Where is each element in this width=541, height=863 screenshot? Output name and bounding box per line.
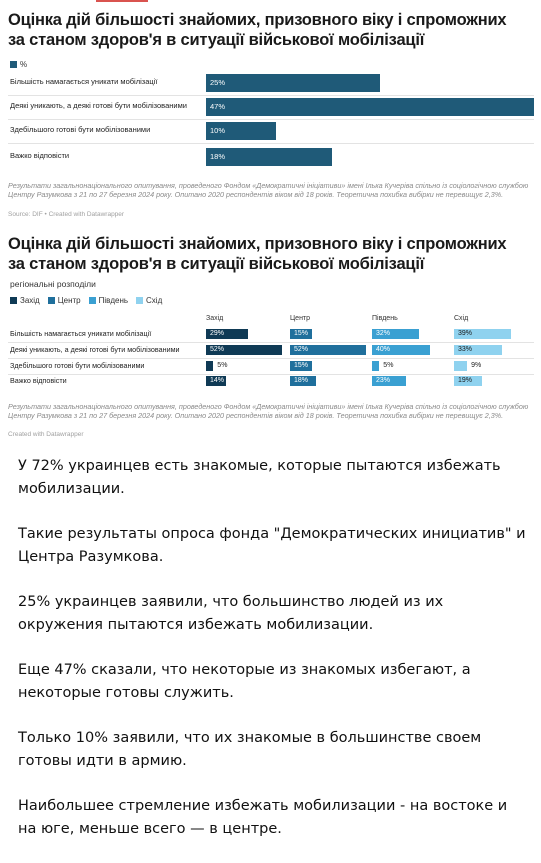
legend-item (10, 296, 40, 305)
bar-value-label: 33% (458, 346, 473, 353)
chart-row-label: Важко відповісти (10, 376, 67, 385)
chart-row (8, 375, 534, 387)
bar-value-label: 18% (294, 377, 309, 384)
legend-label: Схід (146, 296, 163, 305)
legend-item (89, 296, 128, 305)
bar-value-label: 52% (294, 346, 309, 353)
legend-label: Південь (98, 296, 129, 305)
bar-value-label: 5% (383, 362, 394, 369)
message-text (18, 455, 528, 863)
chart-row (8, 74, 534, 92)
bar-value-label: 47% (210, 102, 226, 111)
chart-row-label: Здебільшого готові бути мобілізованими (10, 125, 151, 134)
chart-row-label: Більшість намагається уникати мобілізації (10, 329, 152, 338)
bar-value-label: 15% (294, 362, 309, 369)
chart-row-label: Більшість намагається уникати мобілізації (10, 77, 158, 86)
chart-row-label: Здебільшого готові бути мобілізованими (10, 361, 145, 370)
bar-cell (454, 328, 530, 340)
bar-cell (206, 375, 282, 387)
chart-row (8, 344, 534, 356)
bar-cell (454, 375, 530, 387)
legend-swatch (10, 297, 17, 304)
top-accent-line (96, 0, 148, 2)
message-paragraph: 25% украинцев заявили, что большинство людей из их окружения пытаются избежать мобилизации. (18, 594, 444, 633)
bar-cell (290, 344, 366, 356)
legend-item (48, 296, 81, 305)
bar-cell (290, 375, 366, 387)
row-divider (8, 143, 534, 144)
legend-swatch (10, 61, 17, 68)
bar (206, 122, 276, 140)
message-paragraph: У 72% украинцев есть знакомые, которые пытаются избежать мобилизации. (18, 458, 501, 497)
bar-cell (206, 328, 282, 340)
bar-value-label: 19% (458, 377, 473, 384)
bar-cell (454, 360, 530, 372)
message-paragraph: Только 10% заявили, что их знакомые в большинстве своем готовы идти в армию. (18, 730, 482, 769)
bar-cell (372, 344, 448, 356)
bar-value-label: 52% (210, 346, 225, 353)
chart-row (8, 122, 534, 140)
bar-value-label: 15% (294, 330, 309, 337)
bar-cell (372, 328, 448, 340)
chart-row (8, 328, 534, 340)
bar-value-label: 10% (210, 126, 226, 135)
chart-regional-title: Оцінка дій більшості знайомих, призовного віку і спроможних за станом здоров'я в ситуації військової мобілізації (8, 235, 507, 273)
chart-regional-note: Результати загальнонаціонального опитування, проведеного Фондом «Демократичні ініціативи» імені Ілька Кучеріва спільно із соціологічною службою Центру Разумкова з 21 по 27 березня 2024 року. Опитано 2020 респондентів віком від 18 років. Теоретична похибка вибірки не перевищує 2,3%. (8, 402, 529, 420)
bar-value-label: 9% (471, 362, 482, 369)
bar-cell (290, 360, 366, 372)
chart-row (8, 360, 534, 372)
chart-overall-title: Оцінка дій більшості знайомих, призовного віку і спроможних за станом здоров'я в ситуації військової мобілізації (8, 11, 507, 49)
bar-cell (372, 360, 448, 372)
bar-track (206, 148, 534, 166)
message-paragraph: Еще 47% сказали, что некоторые из знакомых избегают, а некоторые готовы служить. (18, 662, 471, 701)
bar-value-label: 40% (376, 346, 391, 353)
bar (206, 98, 534, 116)
chart-regional[interactable] (8, 232, 534, 444)
bar-cell (372, 375, 448, 387)
bar-cell (454, 344, 530, 356)
bar-cell (206, 360, 282, 372)
bar (206, 361, 213, 371)
chart-overall[interactable] (8, 6, 534, 220)
column-header: Схід (454, 315, 469, 322)
chart-row-label: Деякі уникають, а деякі готові бути мобілізованими (10, 345, 180, 354)
chart-regional-legend (10, 296, 162, 305)
column-header: Південь (372, 315, 398, 322)
chart-row-label: Важко відповісти (10, 151, 70, 160)
legend-label: Захід (20, 296, 40, 305)
bar-value-label: 25% (210, 78, 226, 87)
chart-overall-source: Source: DIF • Created with Datawrapper (8, 211, 125, 218)
bar-value-label: 23% (376, 377, 391, 384)
bar-track (206, 122, 534, 140)
bar (206, 74, 380, 92)
legend-label: Центр (57, 296, 81, 305)
legend-item (136, 296, 162, 305)
bar (206, 148, 332, 166)
column-header: Захід (206, 315, 224, 322)
bar (372, 361, 379, 371)
bar (454, 361, 467, 371)
row-divider (8, 342, 534, 343)
message-paragraph: Такие результаты опроса фонда "Демократических инициатив" и Центра Разумкова. (18, 526, 526, 565)
chart-row (8, 98, 534, 116)
bar-value-label: 29% (210, 330, 225, 337)
chart-regional-source: Created with Datawrapper (8, 431, 84, 438)
chart-overall-legend (10, 60, 27, 69)
chart-row (8, 148, 534, 166)
chart-regional-subtitle: регіональні розподіли (10, 279, 96, 289)
message-paragraph: Наибольшее стремление избежать мобилизации - на востоке и на юге, меньше всего — в центре. (18, 798, 508, 837)
bar-value-label: 39% (458, 330, 473, 337)
legend-label: % (20, 60, 28, 69)
row-divider (8, 358, 534, 359)
bar-cell (290, 328, 366, 340)
chart-row-label: Деякі уникають, а деякі готові бути мобілізованими (10, 101, 187, 110)
row-divider (8, 119, 534, 120)
bar-track (206, 98, 534, 116)
bar-track (206, 74, 534, 92)
chart-overall-note: Результати загальнонаціонального опитування, проведеного Фондом «Демократичні ініціативи» імені Ілька Кучеріва спільно із соціологічною службою Центру Разумкова з 21 по 27 березня 2024 року. Опитано 2020 респондентів віком від 18 років. Теоретична похибка вибірки не перевищує 2,3%. (8, 181, 529, 199)
column-header: Центр (290, 315, 311, 322)
bar-cell (206, 344, 282, 356)
legend-swatch (136, 297, 143, 304)
bar-value-label: 18% (210, 152, 226, 161)
bar-value-label: 14% (210, 377, 225, 384)
bar-value-label: 5% (217, 362, 228, 369)
bar-value-label: 32% (376, 330, 391, 337)
row-divider (8, 95, 534, 96)
legend-swatch (89, 297, 96, 304)
legend-swatch (48, 297, 55, 304)
top-strip (0, 0, 541, 3)
